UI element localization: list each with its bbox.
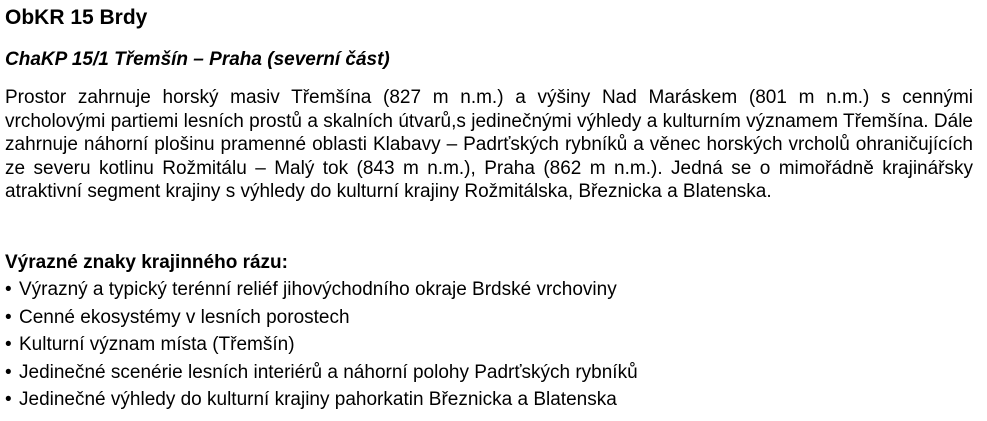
features-list: [5, 276, 638, 414]
feature-text: Jedinečné scenérie lesních interiérů a náhorní polohy Padrťských rybníků: [19, 361, 638, 383]
bullet-icon: •: [5, 361, 12, 383]
section-subtitle: ChaKP 15/1 Třemšín – Praha (severní část): [5, 49, 390, 70]
list-item: [5, 304, 638, 332]
bullet-icon: •: [5, 334, 12, 355]
list-item: [5, 276, 638, 304]
features-heading: Výrazné znaky krajinného rázu:: [5, 252, 288, 273]
list-item: [5, 359, 638, 387]
list-item: [5, 386, 638, 414]
feature-text: Výrazný a typický terénní reliéf jihovýchodního okraje Brdské vrchoviny: [19, 279, 617, 300]
feature-text: Cenné ekosystémy v lesních porostech: [19, 306, 350, 328]
list-item: [5, 331, 638, 359]
bullet-icon: •: [5, 306, 12, 328]
bullet-icon: •: [5, 389, 12, 410]
feature-text: Jedinečné výhledy do kulturní krajiny pahorkatin Březnicka a Blatenska: [19, 389, 617, 410]
document-title: ObKR 15 Brdy: [5, 6, 148, 29]
bullet-icon: •: [5, 279, 12, 300]
description-paragraph: Prostor zahrnuje horský masiv Třemšína (827 m n.m.) a výšiny Nad Maráskem (801 m n.m.) s cennými vrcholovými partiemi lesních prostů a skalních útvarů,s jedinečnými výhledy a kulturním významem Třemšína. Dále zahrnuje náhorní plošinu pramenné oblasti Klabavy – Padrťských rybníků a věnec horských vrcholů ohraničujících ze severu kotlinu Rožmitálu – Malý tok (843 m n.m.), Praha (862 m n.m.). Jedná se o mimořádně krajinářsky atraktivní segment krajiny s výhledy do kulturní krajiny Rožmitálska, Březnicka a Blatenska.: [5, 87, 973, 202]
feature-text: Kulturní význam místa (Třemšín): [19, 334, 295, 355]
